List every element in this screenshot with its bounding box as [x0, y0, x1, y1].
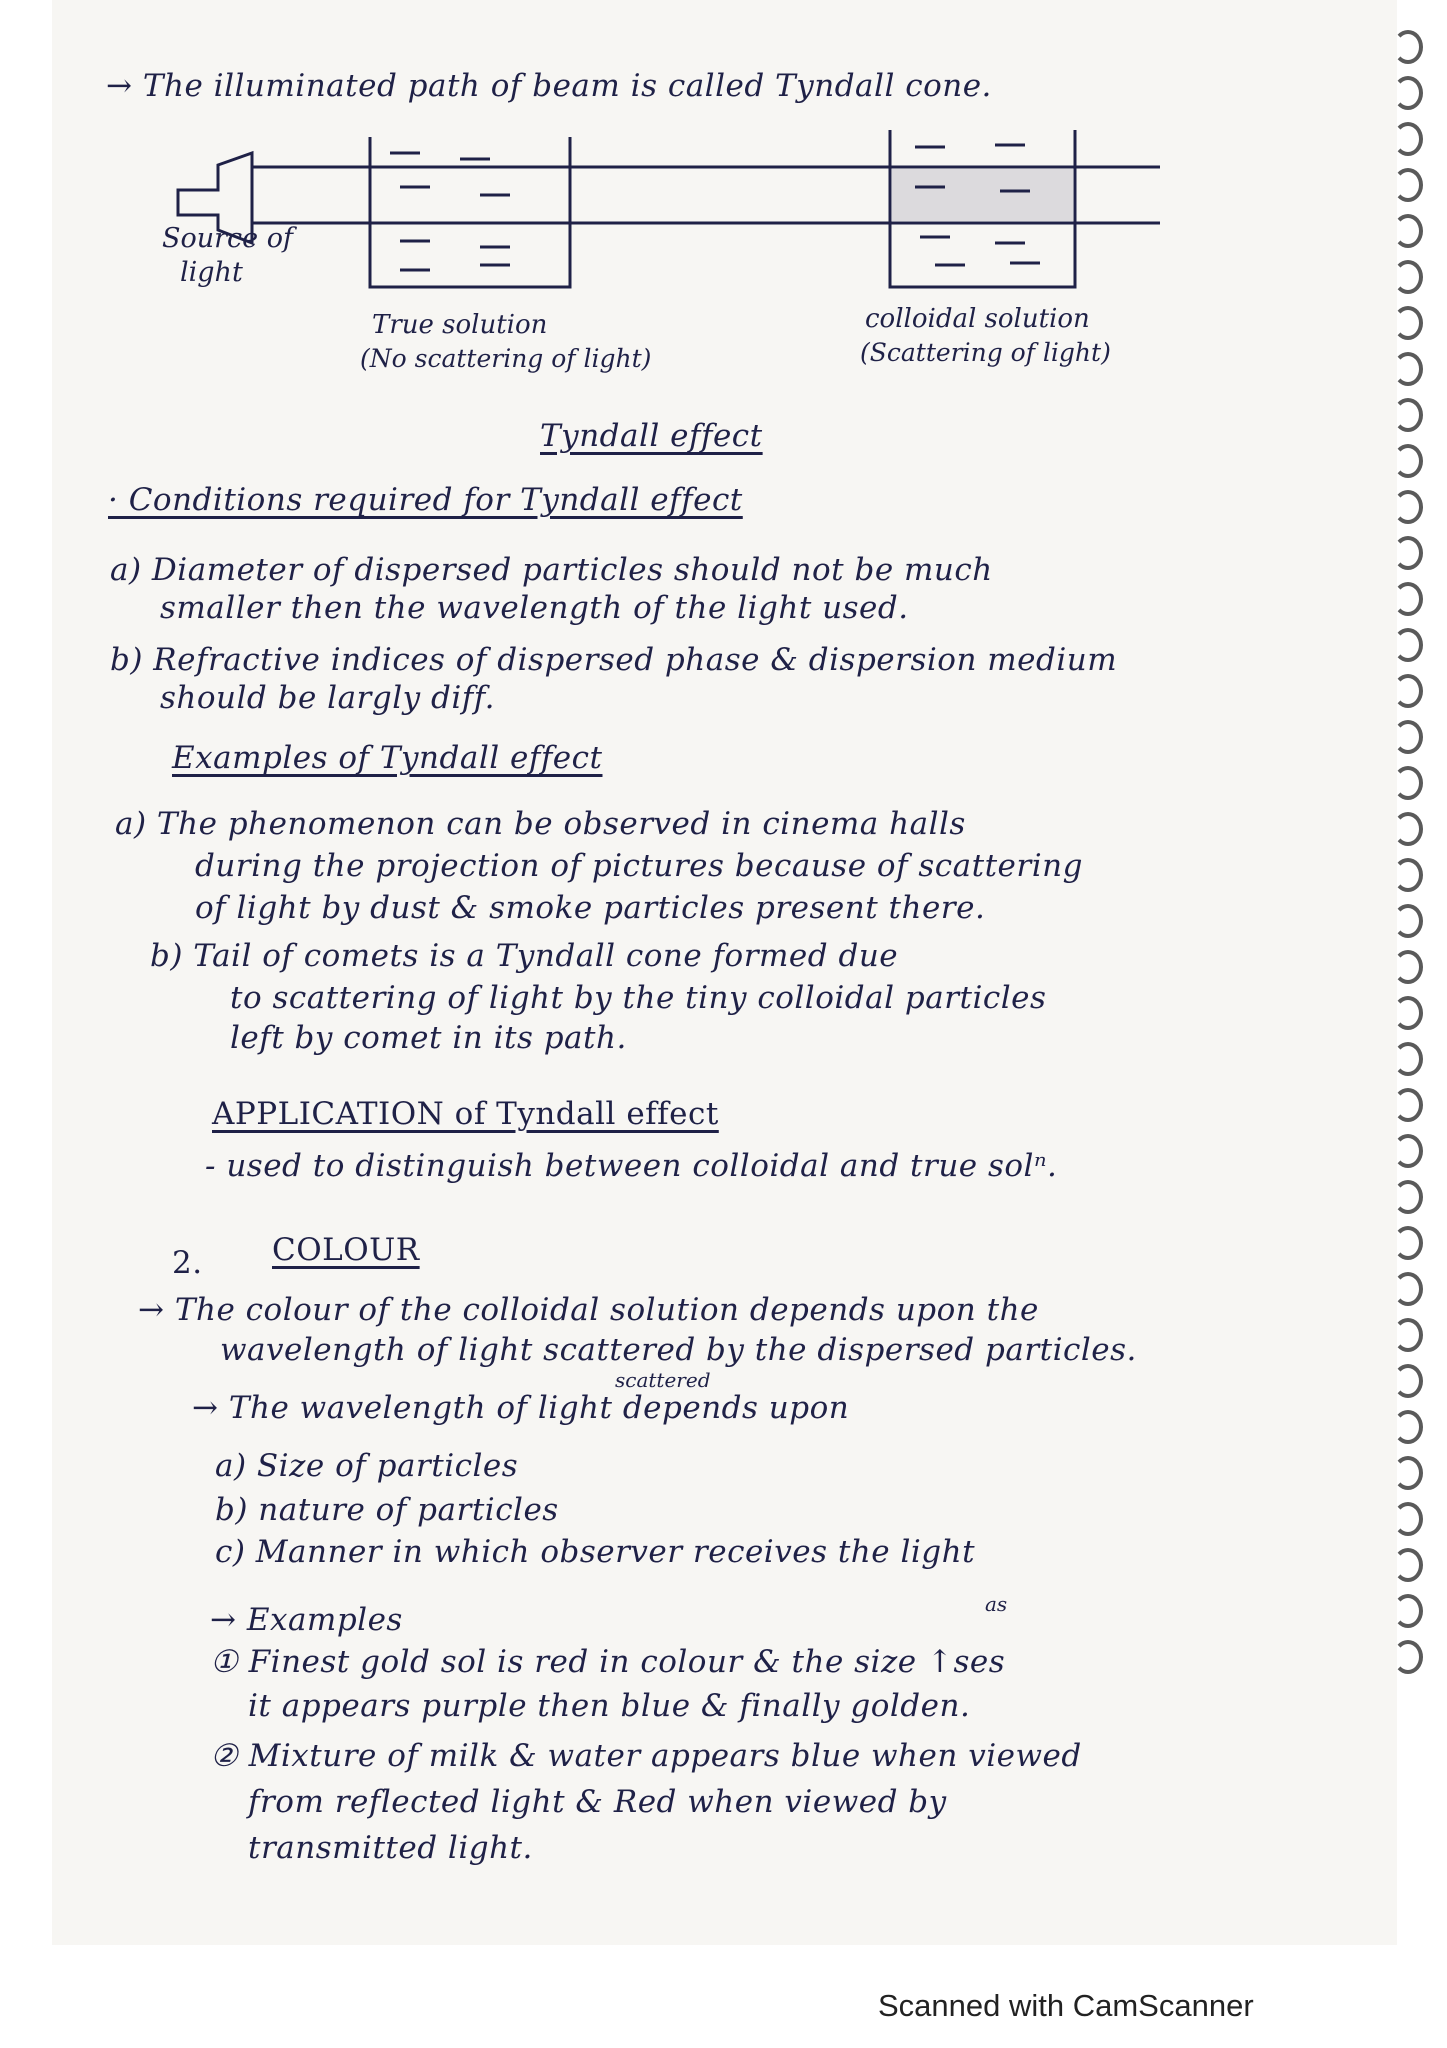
diagram-title: Tyndall effect: [540, 418, 763, 454]
example-2-line-2: from reflected light & Red when viewed by: [248, 1784, 947, 1820]
example-a-line-1: a) The phenomenon can be observed in cinema halls: [115, 806, 966, 842]
condition-b-line-2: should be largly diff.: [160, 680, 495, 716]
colloidal-solution-note: (Scattering of light): [860, 338, 1111, 367]
conditions-heading: · Conditions required for Tyndall effect: [108, 482, 743, 518]
factor-b: b) nature of particles: [215, 1492, 559, 1528]
spiral-binding: [1385, 0, 1447, 1945]
source-label-2: light: [180, 257, 243, 288]
colour-line-3: → The wavelength of light depends upon: [192, 1390, 850, 1426]
example-2-line-3: transmitted light.: [248, 1830, 533, 1866]
condition-a-line-2: smaller then the wavelength of the light used.: [160, 590, 909, 626]
examples2-heading: → Examples: [210, 1602, 403, 1638]
example-2-line-1: ② Mixture of milk & water appears blue when viewed: [210, 1738, 1082, 1774]
true-solution-label: True solution: [372, 310, 548, 340]
application-heading: APPLICATION of Tyndall effect: [212, 1096, 719, 1132]
true-solution-note: (No scattering of light): [360, 344, 652, 373]
factor-c: c) Manner in which observer receives the light: [215, 1534, 976, 1570]
factor-a: a) Size of particles: [215, 1448, 519, 1484]
example-b-line-1: b) Tail of comets is a Tyndall cone formed due: [150, 938, 899, 974]
tyndall-cone-definition: → The illuminated path of beam is called Tyndall cone.: [106, 68, 992, 104]
colour-line-2: wavelength of light scattered by the dispersed particles.: [220, 1332, 1137, 1368]
example-b-line-3: left by comet in its path.: [230, 1020, 627, 1056]
example-a-line-3: of light by dust & smoke particles present there.: [195, 890, 986, 926]
scattered-beam: [892, 169, 1073, 221]
example-1-line-1: ① Finest gold sol is red in colour & the size ↑ses: [210, 1644, 1006, 1680]
scattered-insert: scattered: [615, 1368, 711, 1392]
application-text: - used to distinguish between colloidal and true solⁿ.: [205, 1148, 1058, 1184]
source-label-1: Source of: [162, 223, 293, 254]
tyndall-diagram: [160, 125, 1200, 385]
camscanner-watermark: Scanned with CamScanner: [878, 1988, 1254, 2023]
colour-section-number: 2.: [172, 1245, 203, 1281]
colour-heading: COLOUR: [272, 1232, 420, 1268]
example-1-line-2: it appears purple then blue & finally golden.: [248, 1688, 971, 1724]
colour-line-1: → The colour of the colloidal solution depends upon the: [138, 1292, 1039, 1328]
as-insert: as: [985, 1592, 1008, 1616]
colloidal-solution-label: colloidal solution: [865, 304, 1090, 334]
example-a-line-2: during the projection of pictures because of scattering: [195, 848, 1083, 884]
example-b-line-2: to scattering of light by the tiny colloidal particles: [230, 980, 1047, 1016]
examples-heading: Examples of Tyndall effect: [172, 740, 603, 776]
condition-a-line-1: a) Diameter of dispersed particles should not be much: [110, 552, 993, 588]
condition-b-line-1: b) Refractive indices of dispersed phase & dispersion medium: [110, 642, 1118, 678]
